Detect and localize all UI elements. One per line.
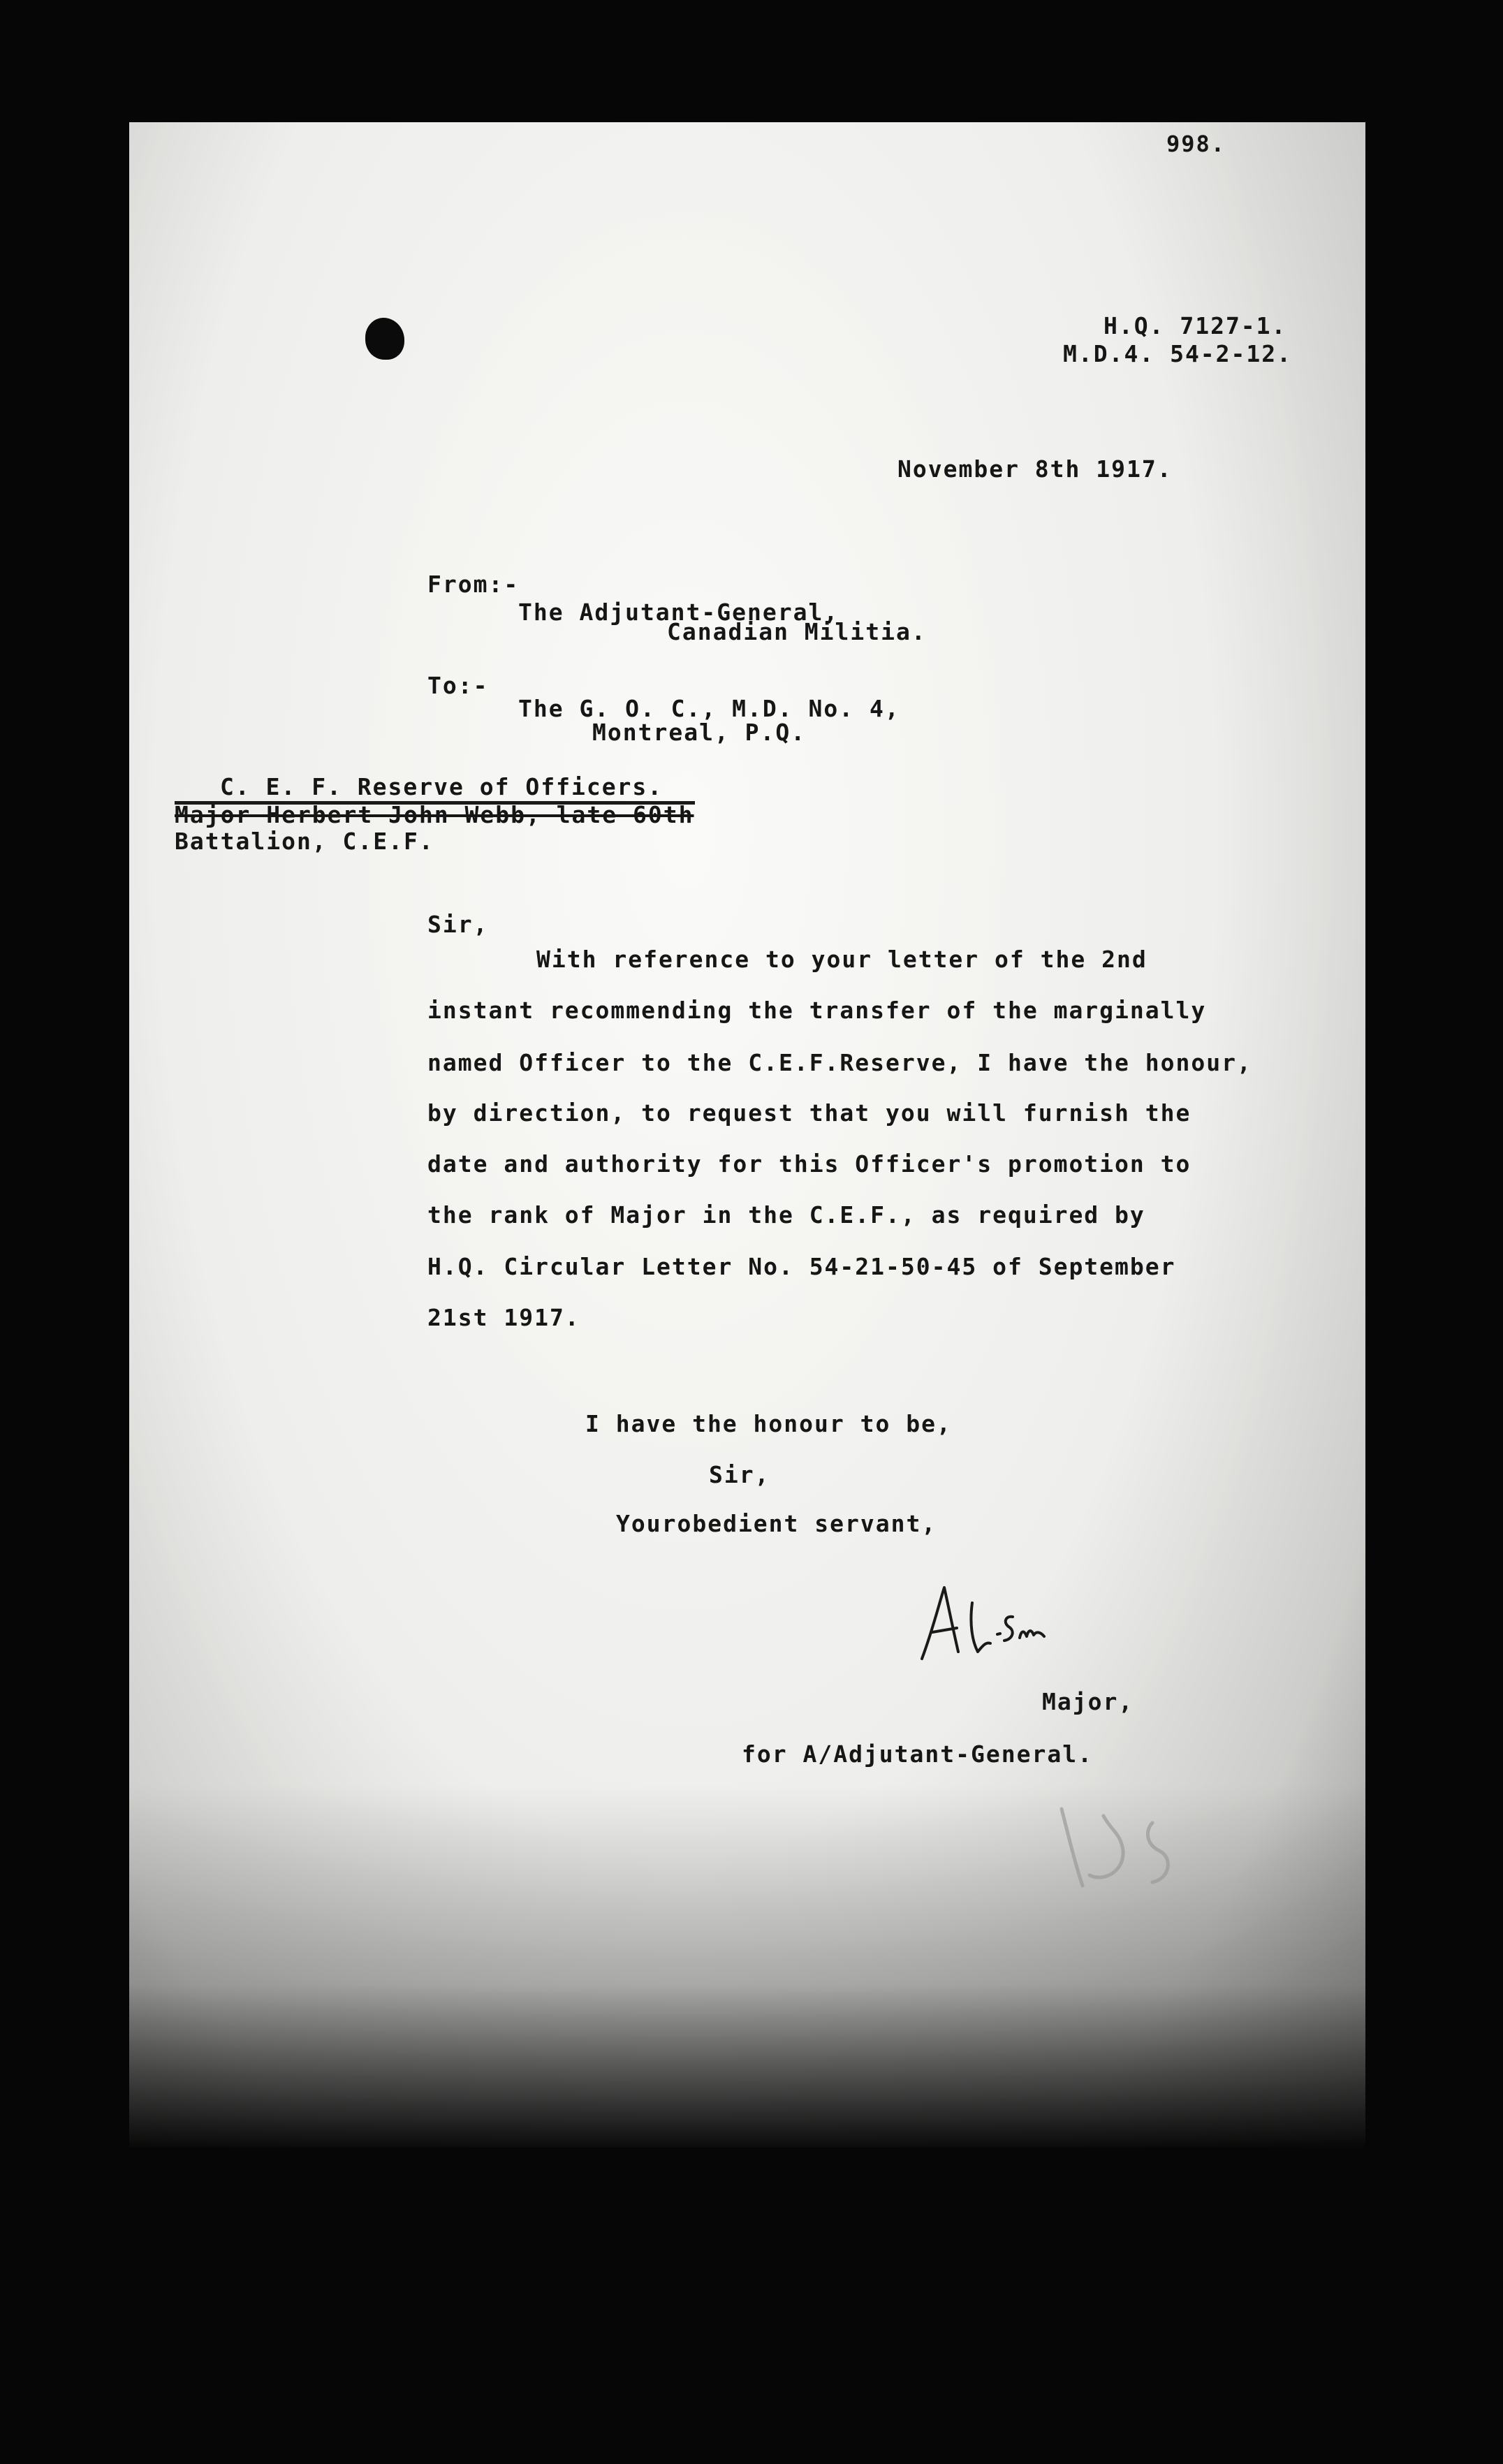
body-line: date and authority for this Officer's promotion to	[427, 1150, 1192, 1178]
from-line-1: The Adjutant-General,	[518, 599, 840, 626]
closing-line-1: I have the honour to be,	[585, 1410, 952, 1437]
closing-line-3: Yourobedient servant,	[616, 1510, 937, 1537]
body-line: H.Q. Circular Letter No. 54-21-50-45 of September	[427, 1253, 1176, 1280]
from-label: From:-	[427, 571, 520, 598]
to-label: To:-	[427, 672, 489, 699]
body-line: instant recommending the transfer of the marginally	[427, 997, 1207, 1024]
file-reference-md: M.D.4. 54-2-12.	[1063, 340, 1293, 367]
body-line: named Officer to the C.E.F.Reserve, I have the honour,	[427, 1049, 1252, 1076]
body-line: by direction, to request that you will furnish the	[427, 1099, 1192, 1127]
from-line-2: Canadian Militia.	[667, 618, 927, 645]
file-reference-hq: H.Q. 7127-1.	[1104, 312, 1287, 339]
body-line: the rank of Major in the C.E.F., as required by	[427, 1201, 1145, 1229]
margin-note-unit: Battalion, C.E.F.	[175, 828, 434, 855]
body-line: 21st 1917.	[427, 1304, 580, 1331]
signature-title: for A/Adjutant-General.	[742, 1740, 1093, 1768]
page-number: 998.	[1166, 131, 1226, 157]
signature-rank: Major,	[1042, 1688, 1134, 1715]
punch-hole	[365, 318, 404, 360]
closing-line-2: Sir,	[709, 1461, 770, 1488]
body-line: With reference to your letter of the 2nd	[536, 946, 1148, 973]
margin-note-heading: C. E. F. Reserve of Officers.	[220, 773, 663, 800]
to-line-2: Montreal, P.Q.	[592, 719, 807, 746]
to-line-1: The G. O. C., M.D. No. 4,	[518, 695, 900, 722]
salutation: Sir,	[427, 911, 489, 938]
letter-date: November 8th 1917.	[897, 455, 1173, 483]
pencil-mark	[1041, 1788, 1250, 1900]
handwritten-signature	[908, 1575, 1069, 1680]
margin-note-name: Major Herbert John Webb, late 60th	[175, 801, 694, 828]
